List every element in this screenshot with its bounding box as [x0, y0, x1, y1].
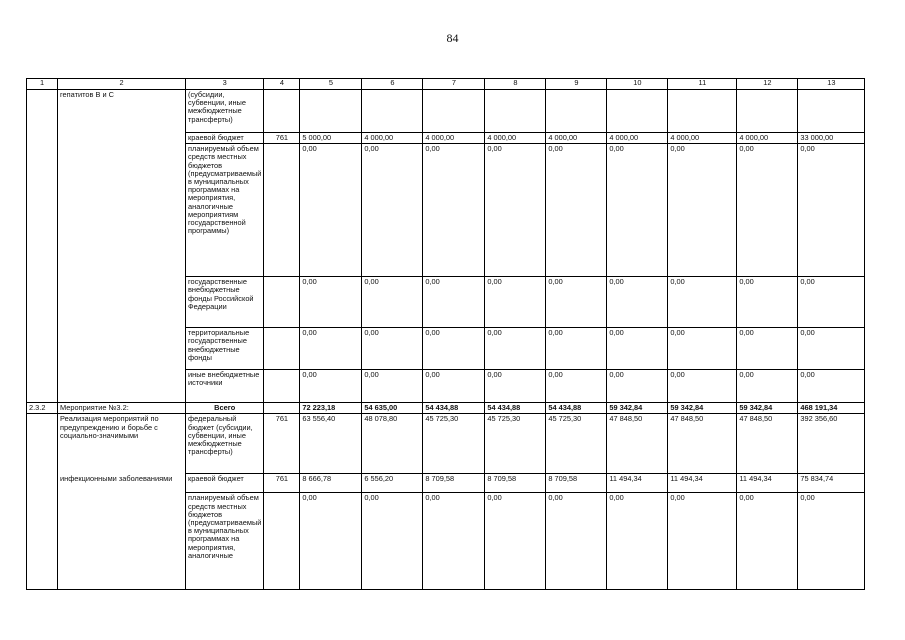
source-cell: иные внебюджетные источники	[186, 370, 264, 403]
value-cell: 59 342,84	[607, 403, 668, 414]
value-cell: 0,00	[607, 277, 668, 328]
table-row	[27, 493, 865, 590]
value-cell: 392 356,60	[798, 414, 865, 474]
value-cell: 47 848,50	[607, 414, 668, 474]
value-cell: 0,00	[607, 493, 668, 590]
item-name-cell: гепатитов В и С	[58, 90, 186, 403]
value-cell: 468 191,34	[798, 403, 865, 414]
value-cell: 4 000,00	[607, 133, 668, 144]
value-cell: 0,00	[668, 144, 737, 277]
value-cell: 33 000,00	[798, 133, 865, 144]
budget-table	[26, 78, 865, 590]
source-cell: планируемый объем средств местных бюджетов (предусматриваемый в муниципальных программах на мероприятия, аналогичные	[186, 493, 264, 590]
item-number-cell	[27, 90, 58, 403]
table-row	[27, 474, 865, 493]
source-cell: краевой бюджет	[186, 133, 264, 144]
code-cell	[264, 90, 300, 133]
value-cell: 59 342,84	[737, 403, 798, 414]
value-cell: 0,00	[668, 493, 737, 590]
item-desc-cell: Реализация мероприятий по предупреждению и борьбе с социально-значимыми	[58, 414, 186, 474]
value-cell: 0,00	[300, 370, 362, 403]
code-cell	[264, 328, 300, 370]
value-cell: 0,00	[798, 328, 865, 370]
value-cell: 0,00	[546, 144, 607, 277]
col-header: 9	[546, 79, 607, 90]
item-number-cell: 2.3.2	[27, 403, 58, 414]
value-cell: 0,00	[737, 328, 798, 370]
value-cell: 0,00	[423, 493, 485, 590]
value-cell: 0,00	[362, 328, 423, 370]
value-cell: 4 000,00	[546, 133, 607, 144]
value-cell: 0,00	[737, 370, 798, 403]
value-cell: 54 635,00	[362, 403, 423, 414]
value-cell: 0,00	[737, 277, 798, 328]
table-row	[27, 414, 865, 474]
code-cell: 761	[264, 414, 300, 474]
value-cell: 4 000,00	[423, 133, 485, 144]
value-cell: 0,00	[300, 277, 362, 328]
table-row	[27, 90, 865, 133]
col-header: 8	[485, 79, 546, 90]
col-header: 3	[186, 79, 264, 90]
item-number-cell	[27, 493, 58, 590]
value-cell: 0,00	[668, 277, 737, 328]
value-cell: 11 494,34	[668, 474, 737, 493]
value-cell: 11 494,34	[607, 474, 668, 493]
code-cell	[264, 403, 300, 414]
code-cell: 761	[264, 133, 300, 144]
source-cell: государственные внебюджетные фонды Российской Федерации	[186, 277, 264, 328]
value-cell: 0,00	[798, 144, 865, 277]
value-cell: 45 725,30	[546, 414, 607, 474]
source-cell: (субсидии, субвенции, иные межбюджетные трансферты)	[186, 90, 264, 133]
col-header: 2	[58, 79, 186, 90]
item-number-cell	[27, 414, 58, 474]
value-cell: 0,00	[485, 328, 546, 370]
value-cell: 0,00	[423, 370, 485, 403]
code-cell	[264, 370, 300, 403]
col-header: 5	[300, 79, 362, 90]
source-cell: федеральный бюджет (субсидии, субвенции, иные межбюджетные трансферты)	[186, 414, 264, 474]
source-cell: Всего	[186, 403, 264, 414]
value-cell: 0,00	[362, 277, 423, 328]
value-cell: 0,00	[300, 144, 362, 277]
item-title-cell: Мероприятие №3.2:	[58, 403, 186, 414]
value-cell: 0,00	[362, 144, 423, 277]
source-cell: краевой бюджет	[186, 474, 264, 493]
value-cell: 0,00	[798, 370, 865, 403]
value-cell: 4 000,00	[737, 133, 798, 144]
value-cell: 48 078,80	[362, 414, 423, 474]
value-cell: 0,00	[485, 277, 546, 328]
value-cell: 0,00	[668, 328, 737, 370]
value-cell: 0,00	[485, 493, 546, 590]
value-cell: 75 834,74	[798, 474, 865, 493]
value-cell: 8 709,58	[485, 474, 546, 493]
col-header: 7	[423, 79, 485, 90]
col-header: 10	[607, 79, 668, 90]
value-cell: 0,00	[798, 277, 865, 328]
item-desc-cell	[58, 493, 186, 590]
value-cell: 0,00	[485, 144, 546, 277]
page-number: 84	[446, 31, 459, 45]
col-header: 12	[737, 79, 798, 90]
value-cell: 59 342,84	[668, 403, 737, 414]
value-cell: 0,00	[362, 370, 423, 403]
value-cell: 0,00	[668, 370, 737, 403]
value-cell: 72 223,18	[300, 403, 362, 414]
value-cell: 11 494,34	[737, 474, 798, 493]
value-cell: 4 000,00	[668, 133, 737, 144]
value-cell: 0,00	[737, 144, 798, 277]
item-number-cell	[27, 474, 58, 493]
value-cell: 0,00	[546, 493, 607, 590]
value-cell: 45 725,30	[423, 414, 485, 474]
value-cell: 45 725,30	[485, 414, 546, 474]
value-cell: 0,00	[423, 328, 485, 370]
value-cell: 5 000,00	[300, 133, 362, 144]
value-cell: 0,00	[485, 370, 546, 403]
table-row-total	[27, 403, 865, 414]
code-cell	[264, 144, 300, 277]
code-cell	[264, 277, 300, 328]
value-cell: 54 434,88	[423, 403, 485, 414]
value-cell: 0,00	[607, 328, 668, 370]
value-cell: 0,00	[607, 144, 668, 277]
source-cell: планируемый объем средств местных бюджетов (предусматриваемый в муниципальных программах на мероприятия, аналогичные мероприятиям государственной программы)	[186, 144, 264, 277]
value-cell: 0,00	[423, 277, 485, 328]
value-cell: 47 848,50	[668, 414, 737, 474]
value-cell: 8 709,58	[546, 474, 607, 493]
value-cell: 0,00	[737, 493, 798, 590]
value-cell: 0,00	[798, 493, 865, 590]
item-desc-cell: инфекционными заболеваниями	[58, 474, 186, 493]
value-cell: 6 556,20	[362, 474, 423, 493]
code-cell	[264, 493, 300, 590]
value-cell: 0,00	[546, 370, 607, 403]
value-cell: 0,00	[546, 277, 607, 328]
col-header: 13	[798, 79, 865, 90]
value-cell: 8 709,58	[423, 474, 485, 493]
col-header: 1	[27, 79, 58, 90]
col-header: 4	[264, 79, 300, 90]
value-cell: 54 434,88	[546, 403, 607, 414]
value-cell: 0,00	[362, 493, 423, 590]
value-cell: 0,00	[300, 493, 362, 590]
value-cell: 0,00	[300, 328, 362, 370]
value-cell: 0,00	[607, 370, 668, 403]
source-cell: территориальные государственные внебюджетные фонды	[186, 328, 264, 370]
value-cell: 4 000,00	[485, 133, 546, 144]
value-cell: 4 000,00	[362, 133, 423, 144]
value-cell: 63 556,40	[300, 414, 362, 474]
value-cell: 0,00	[546, 328, 607, 370]
col-header: 6	[362, 79, 423, 90]
value-cell: 47 848,50	[737, 414, 798, 474]
value-cell: 0,00	[423, 144, 485, 277]
code-cell: 761	[264, 474, 300, 493]
column-number-row	[27, 79, 865, 90]
col-header: 11	[668, 79, 737, 90]
value-cell: 8 666,78	[300, 474, 362, 493]
value-cell: 54 434,88	[485, 403, 546, 414]
